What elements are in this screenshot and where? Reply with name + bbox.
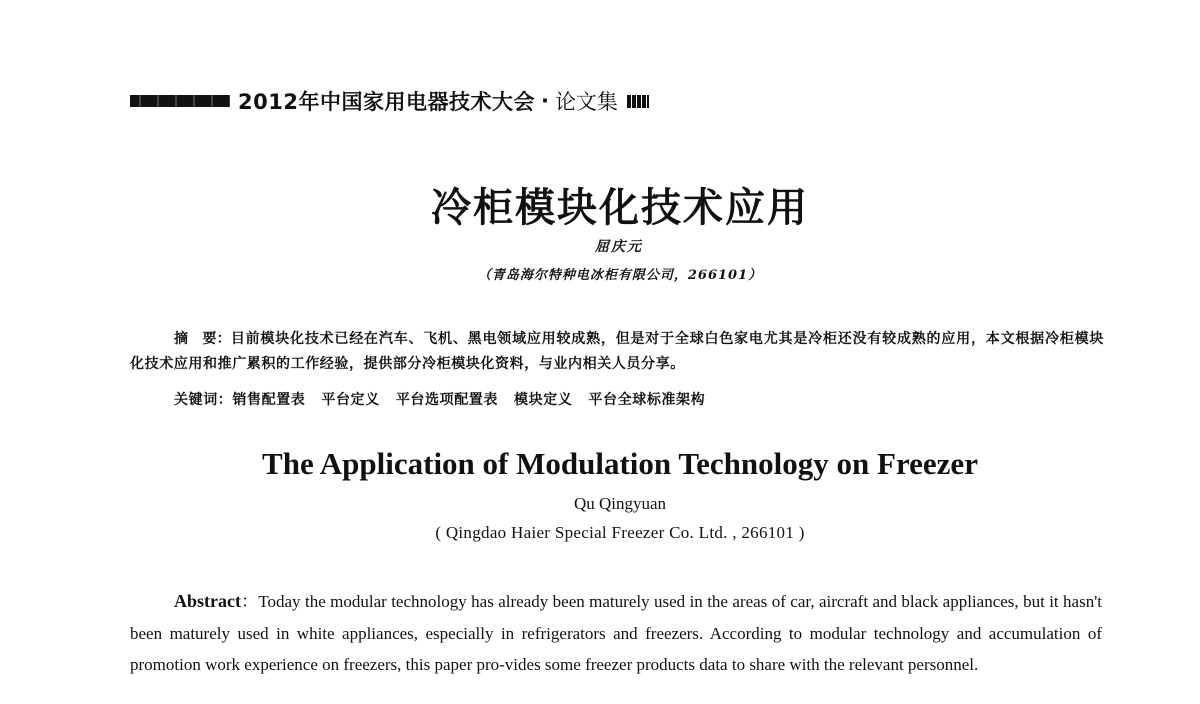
english-author: Qu Qingyuan: [573, 494, 667, 513]
keyword-item: 平台定义: [321, 392, 380, 408]
chinese-title: 冷柜模块化技术应用: [431, 184, 809, 231]
header-decor-bar-right: [627, 95, 649, 108]
chinese-author: 屈庆元: [595, 239, 643, 255]
english-affiliation: ( Qingdao Haier Special Freezer Co. Ltd. , 266101 ): [435, 523, 805, 542]
english-abstract-colon: ：: [240, 592, 259, 611]
running-header: [130, 86, 649, 116]
header-conference-title: 2012年中国家用电器技术大会: [238, 90, 535, 114]
chinese-abstract-text: 目前模块化技术已经在汽车、飞机、黑电领域应用较成熟，但是对于全球白色家电尤其是冷柜还没有较成熟的应用，本文根据冷柜模块化技术应用和推广累积的工作经验，提供部分冷柜模块化资料，与业内相关人员分享。: [130, 331, 1104, 372]
chinese-abstract-label: 摘 要：: [174, 331, 231, 347]
english-abstract-text: Today the modular technology has already been maturely used in the areas of car, aircraft and black appliances, but it hasn't been maturely used in white appliances, especially in refrigerators and freezers. According to modular technology and accumulation of promotion work experience on freezers, this paper pro-vides some freezer products data to share with the relevant personnel.: [130, 592, 1103, 674]
chinese-keywords-label: 关键词：: [174, 392, 233, 408]
chinese-affiliation: （青岛海尔特种电冰柜有限公司，266101）: [477, 268, 763, 283]
english-abstract: [130, 586, 1102, 681]
header-separator: ·: [540, 89, 549, 113]
keyword-item: 平台选项配置表: [395, 392, 499, 408]
keyword-item: 模块定义: [514, 392, 573, 408]
header-proceedings-label: 论文集: [554, 90, 618, 114]
chinese-abstract: [130, 327, 1104, 377]
keyword-item: 平台全球标准架构: [588, 392, 706, 408]
keyword-item: 销售配置表: [232, 392, 306, 408]
chinese-keywords: [174, 389, 721, 409]
english-title: The Application of Modulation Technology on Freezer: [262, 446, 978, 481]
english-abstract-label: Abstract: [174, 591, 241, 611]
header-decor-bar-left: [130, 95, 230, 107]
